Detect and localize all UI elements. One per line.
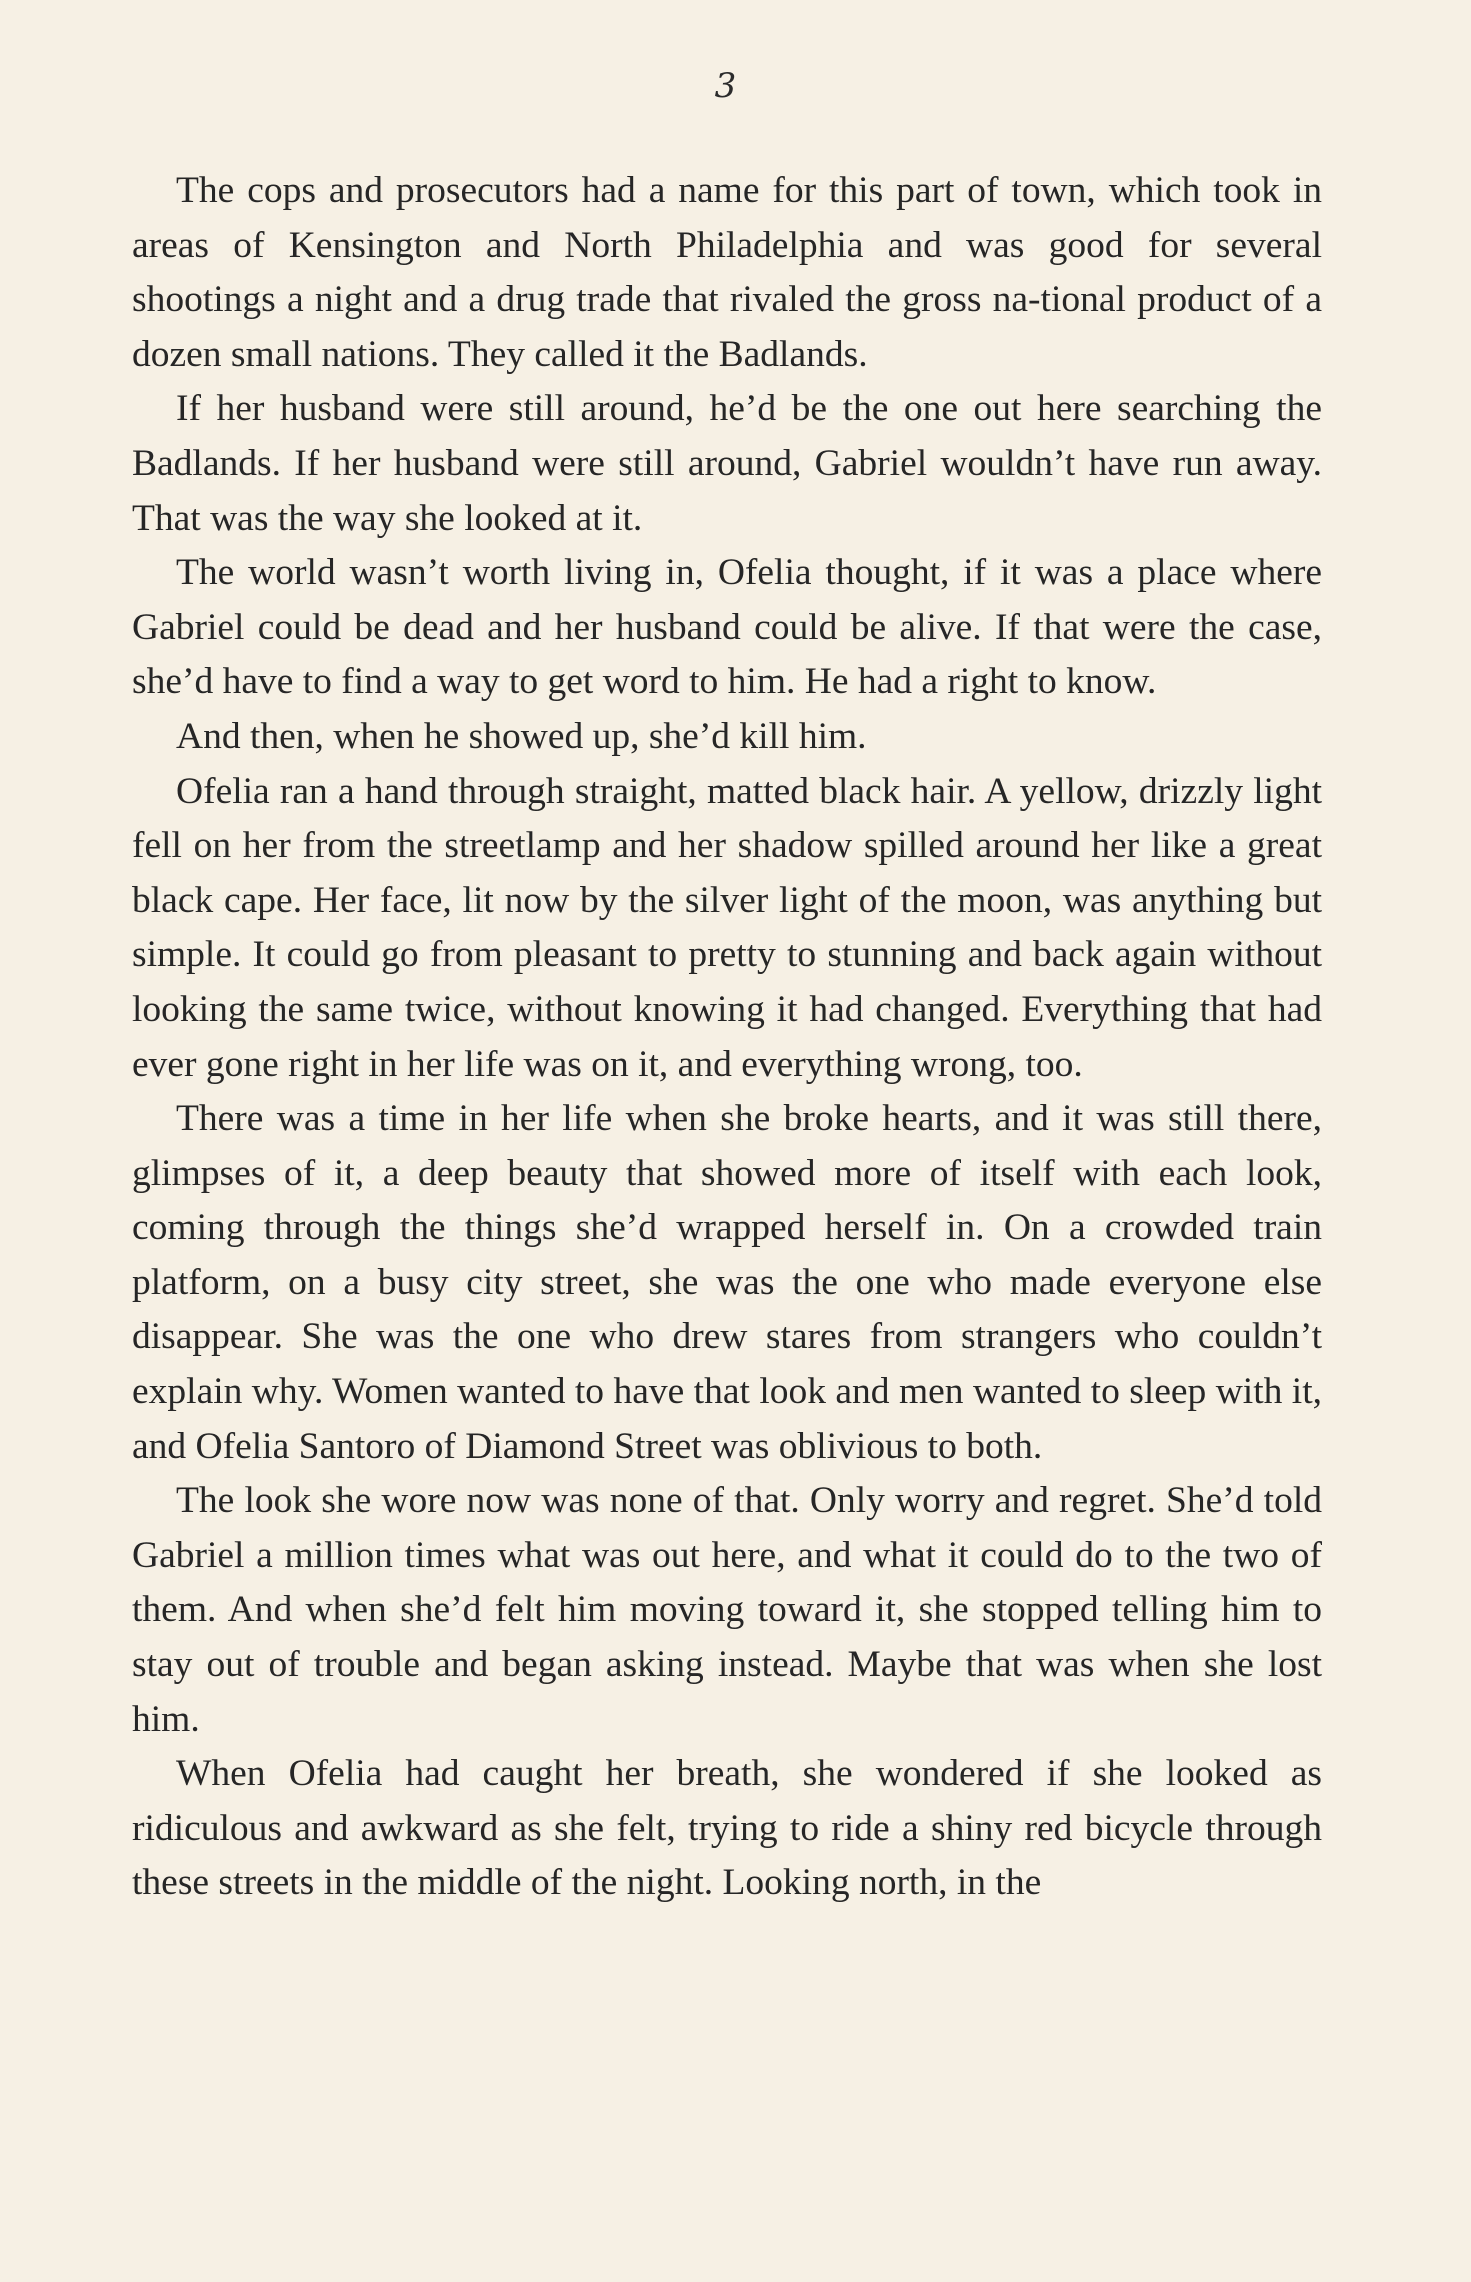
paragraph: The cops and prosecutors had a name for this part of town, which took in areas of Kensington and North Philadelphia and was good for several shootings a night and a drug trade that rivaled the gross na-tional product of a dozen small nations. They called it the Badlands. bbox=[132, 170, 1322, 375]
paragraph: Ofelia ran a hand through straight, matted black hair. A yellow, drizzly light fell on her from the streetlamp and her shadow spilled around her like a great black cape. Her face, lit now by the silver light of the moon, was anything but simple. It could go from pleasant to pretty to stunning and back again without looking the same twice, without knowing it had changed. Everything that had ever gone right in her life was on it, and everything wrong, too. bbox=[132, 770, 1322, 1085]
paragraph: If her husband were still around, he’d be the one out here searching the Badlands. If her husband were still around, Gabriel wouldn’t have run away. That was the way she looked at it. bbox=[132, 388, 1322, 539]
paragraph: There was a time in her life when she broke hearts, and it was still there, glimpses of it, a deep beauty that showed more of itself with each look, coming through the things she’d wrapped herself in. On a crowded train platform, on a busy city street, she was the one who made everyone else disappear. She was the one who drew stares from strangers who couldn’t explain why. Women wanted to have that look and men wanted to sleep with it, and Ofelia Santoro of Diamond Street was oblivious to both. bbox=[132, 1098, 1322, 1467]
paragraph: And then, when he showed up, she’d kill him. bbox=[176, 715, 867, 757]
paragraph: When Ofelia had caught her breath, she wondered if she looked as ridiculous and awkward as she felt, trying to ride a shiny red bicycle through these streets in the middle of the night. Looking north, in the bbox=[132, 1753, 1322, 1904]
page-number: 3 bbox=[714, 66, 737, 106]
paragraph: The look she wore now was none of that. Only worry and regret. She’d told Gabriel a million times what was out here, and what it could do to the two of them. And when she’d felt him moving toward it, she stopped telling him to stay out of trouble and began asking instead. Maybe that was when she lost him. bbox=[132, 1480, 1322, 1740]
paragraph: The world wasn’t worth living in, Ofelia thought, if it was a place where Gabriel could be dead and her husband could be alive. If that were the case, she’d have to find a way to get word to him. He had a right to know. bbox=[132, 552, 1322, 703]
body-text bbox=[132, 164, 1322, 1911]
